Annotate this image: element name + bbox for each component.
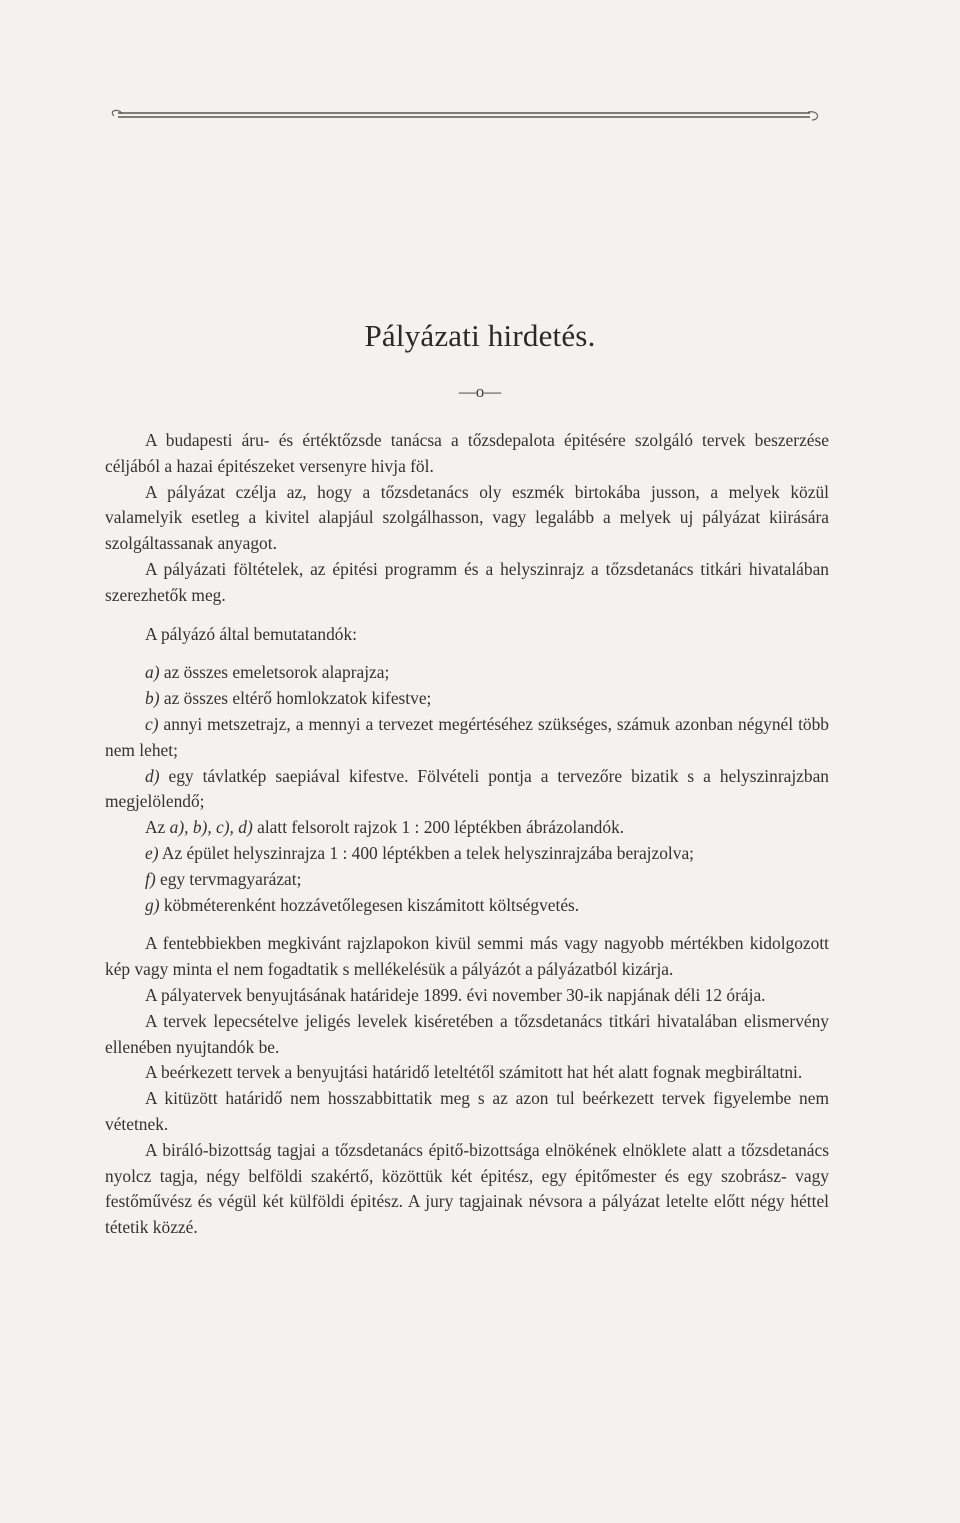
scale-note-prefix: Az [145, 817, 170, 838]
paragraph: A budapesti áru- és értéktőzsde tanácsa a tőzsdepalota épitésére szolgáló tervek beszerzése céljából a hazai épitészeket versenyre hivja föl. [105, 430, 829, 476]
list-item [105, 893, 829, 919]
paragraph: A pályázati föltételek, az épitési programm és a helyszinrajz a tőzsdetanács titkári hivatalában szerezhetők meg. [105, 558, 829, 605]
title-divider: —o— [458, 382, 502, 401]
paragraph: A pályázó által bemutatandók: [145, 623, 357, 644]
list-marker: e) [145, 842, 159, 863]
list-marker: d) [145, 765, 160, 786]
list-item [105, 660, 829, 686]
list-marker: c) [145, 713, 159, 734]
list-item [105, 686, 829, 712]
list-marker: a), [169, 817, 189, 838]
list-item [105, 712, 829, 764]
paragraph: A fentebbiekben megkivánt rajzlapokon kivül semmi más vagy nagyobb mértékben kidolgozott kép vagy minta el nem fogadtatik s mellékelésük a pályázót a pályázatból kizárja. [105, 933, 829, 980]
list-item-text: egy tervmagyarázat; [155, 868, 302, 889]
list-item [105, 867, 829, 893]
decorative-header-rule [108, 106, 820, 126]
paragraph: A tervek lepecsételve jeligés levelek kiséretében a tőzsdetanács titkári hivatalában elismervény ellenében nyujtandók be. [105, 1010, 829, 1057]
list-marker: a) [145, 662, 160, 683]
paragraph: A kitüzött határidő nem hosszabbittatik meg s az azon tul beérkezett tervek figyelembe nem vétetnek. [105, 1088, 829, 1134]
list-item [105, 841, 829, 867]
list-marker: f) [145, 868, 156, 889]
paragraph: A pályatervek benyujtásának határideje 1899. évi november 30-ik napjának déli 12 órája. [145, 984, 766, 1005]
list-item-text: köbméterenként hozzávetőlegesen kiszámitott költségvetés. [159, 894, 580, 915]
list-item-text: az összes eltérő homlokzatok kifestve; [159, 688, 432, 709]
paragraph: A beérkezett tervek a benyujtási határidő leteltétől számitott hat hét alatt fognak megbiráltatni. [145, 1062, 803, 1083]
list-item-text: annyi metszetrajz, a mennyi a tervezet megértéséhez szükséges, számuk azonban négynél több nem lehet; [105, 713, 829, 760]
paragraph: A biráló-bizottság tagjai a tőzsdetanács épitő-bizottsága elnökének elnöklete alatt a tőzsdetanács nyolcz tagja, négy belföldi szakértő, közöttük két épitész, egy épitőmester és egy szobrász- vagy festőművész és végül két külföldi épitész. A jury tagjainak névsora a pályázat letelte előtt négy héttel tétetik közzé. [105, 1139, 829, 1238]
list-marker: g) [145, 894, 160, 915]
page-title: Pályázati hirdetés. [364, 318, 596, 353]
list-marker: b) [145, 688, 160, 709]
paragraph: A pályázat czélja az, hogy a tőzsdetanács oly eszmék birtokába jusson, a melyek közül valamelyik esetleg a kivitel alapjául szolgálhasson, vagy legalább a melyek uj pályázat kiirására szolgáltassanak anyagot. [105, 481, 829, 554]
list-item-text: az összes emeletsorok alaprajza; [159, 662, 390, 683]
document-body [105, 428, 829, 1241]
list-item [105, 764, 829, 816]
list-marker: d) [238, 817, 253, 838]
list-marker: b), [192, 817, 212, 838]
list-item-text: Az épület helyszinrajza 1 : 400 léptékben a telek helyszinrajzába berajzolva; [158, 842, 695, 863]
list-item-text: egy távlatkép saepiával kifestve. Fölvételi pontja a tervezőre bizatik s a helyszinrajzban megjelölendő; [105, 765, 829, 812]
scale-note [105, 815, 829, 841]
scale-note-suffix: alatt felsorolt rajzok 1 : 200 léptékben ábrázolandók. [252, 817, 625, 838]
list-marker: c), [216, 817, 234, 838]
